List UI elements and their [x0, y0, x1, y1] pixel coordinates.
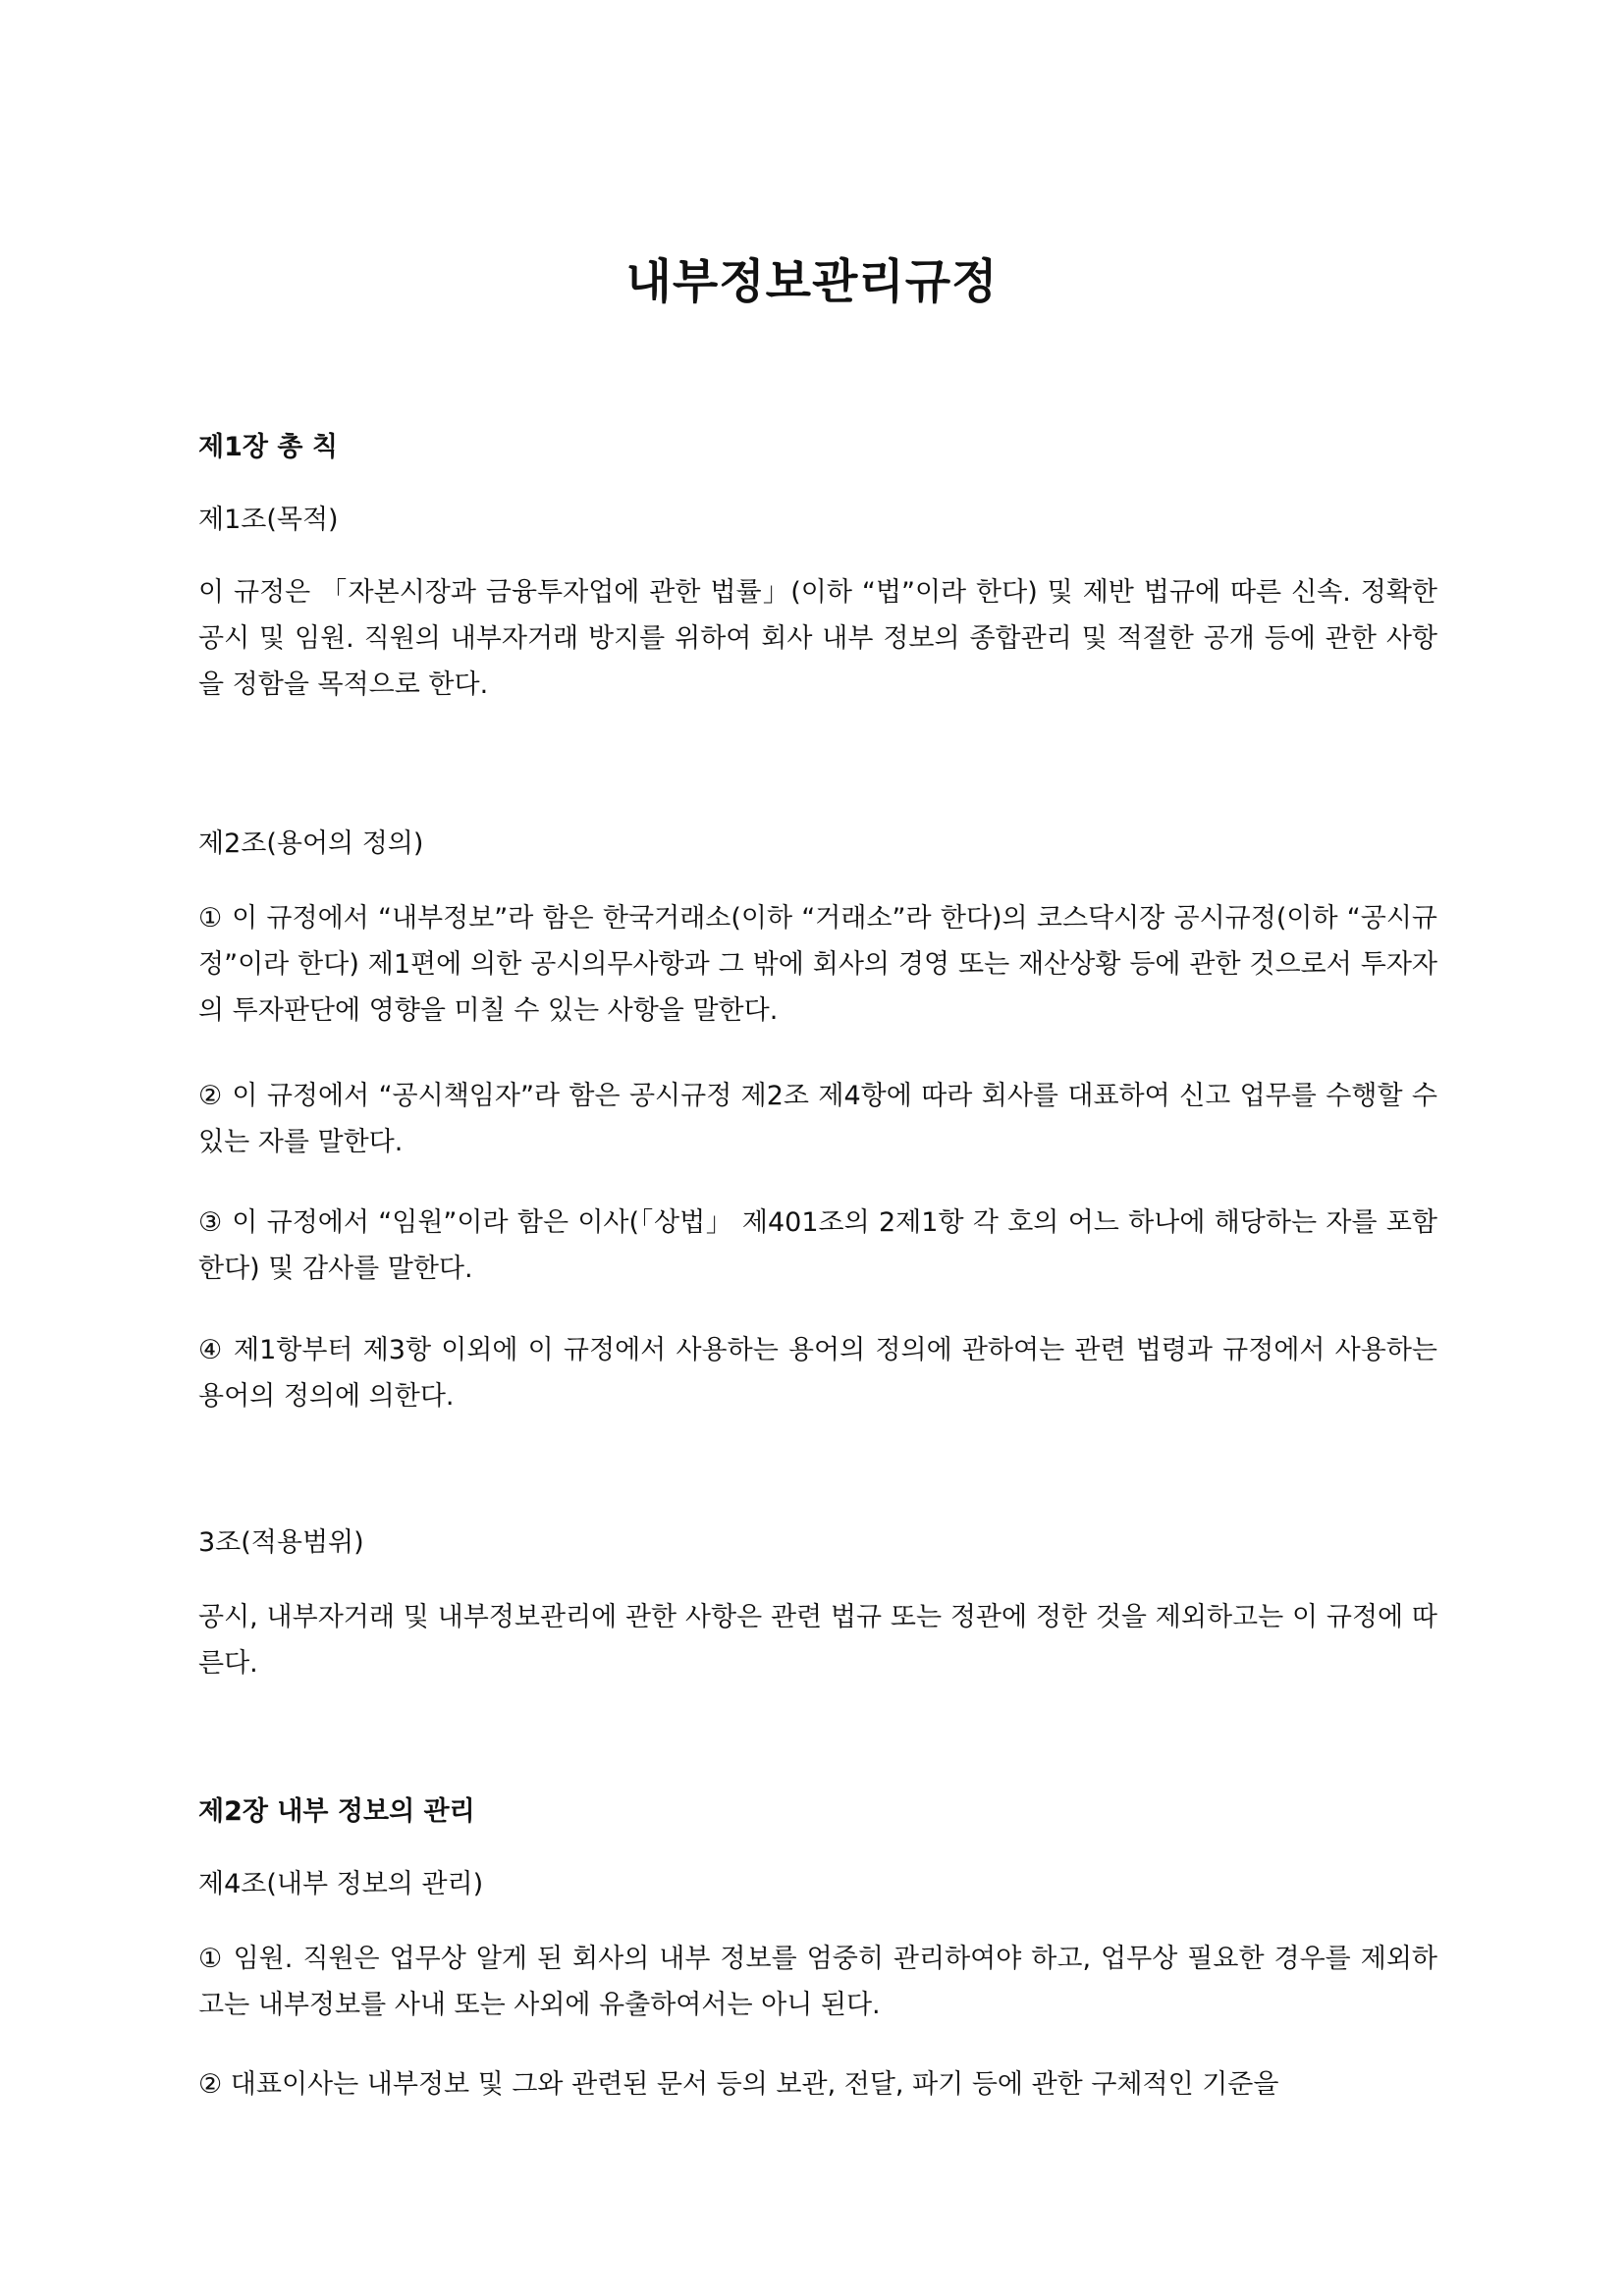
chapter-2-heading: 제2장 내부 정보의 관리: [198, 1796, 475, 1827]
article-4-heading: 제4조(내부 정보의 관리): [198, 1869, 484, 1899]
article-2-item-3: ③ 이 규정에서 “임원”이라 함은 이사(「상법」 제401조의 2제1항 각 호의 어느 하나에 해당하는 자를 포함한다) 및 감사를 말한다.: [198, 1207, 1437, 1284]
article-2-item-2: ② 이 규정에서 “공시책임자”라 함은 공시규정 제2조 제4항에 따라 회사를 대표하여 신고 업무를 수행할 수 있는 자를 말한다.: [198, 1081, 1437, 1157]
article-1-heading: 제1조(목적): [198, 505, 339, 535]
article-4-item-1: ① 임원. 직원은 업무상 알게 된 회사의 내부 정보를 엄중히 관리하여야 하고, 업무상 필요한 경우를 제외하고는 내부정보를 사내 또는 사외에 유출하여서는 아니 된다.: [198, 1944, 1437, 2020]
article-1-text: 이 규정은 「자본시장과 금융투자업에 관한 법률」(이하 “법”이라 한다) 및 제반 법규에 따른 신속. 정확한 공시 및 임원. 직원의 내부자거래 방지를 위하여 회사 내부 정보의 종합관리 및 적절한 공개 등에 관한 사항을 정함을 목적으로 한다.: [198, 577, 1437, 700]
article-2-heading: 제2조(용어의 정의): [198, 828, 424, 859]
article-2-item-1: ① 이 규정에서 “내부정보”라 함은 한국거래소(이하 “거래소”라 한다)의 코스닥시장 공시규정(이하 “공시규정”이라 한다) 제1편에 의한 공시의무사항과 그 밖에 회사의 경영 또는 재산상황 등에 관한 것으로서 투자자의 투자판단에 영향을 미칠 수 있는 사항을 말한다.: [198, 903, 1437, 1026]
article-4-item-2: ② 대표이사는 내부정보 및 그와 관련된 문서 등의 보관, 전달, 파기 등에 관한 구체적인 기준을: [198, 2069, 1279, 2100]
document-title: 내부정보관리규정: [625, 254, 999, 309]
article-2-item-4: ④ 제1항부터 제3항 이외에 이 규정에서 사용하는 용어의 정의에 관하여는 관련 법령과 규정에서 사용하는 용어의 정의에 의한다.: [198, 1335, 1437, 1412]
article-3-heading: 3조(적용범위): [198, 1527, 364, 1558]
article-3-text: 공시, 내부자거래 및 내부정보관리에 관한 사항은 관련 법규 또는 정관에 정한 것을 제외하고는 이 규정에 따른다.: [198, 1602, 1437, 1679]
chapter-1-heading: 제1장 총 칙: [198, 432, 338, 462]
